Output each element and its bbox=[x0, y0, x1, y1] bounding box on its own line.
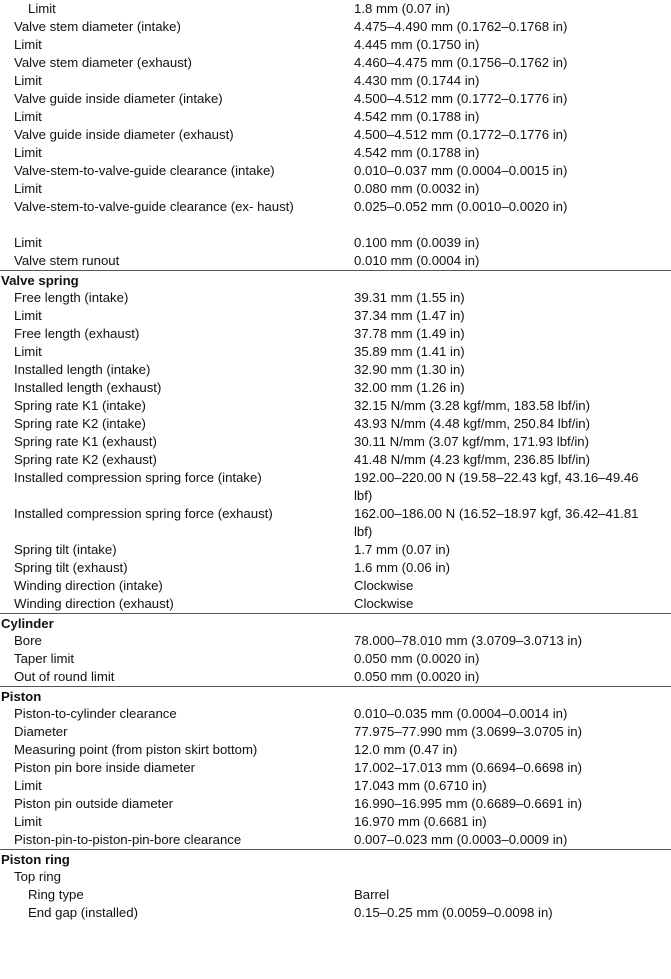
spec-row bbox=[0, 595, 671, 613]
spec-value: 0.15–0.25 mm (0.0059–0.0098 in) bbox=[354, 905, 553, 920]
spec-row bbox=[0, 90, 671, 108]
spec-label: Limit bbox=[14, 109, 42, 124]
spec-value: 32.15 N/mm (3.28 kgf/mm, 183.58 lbf/in) bbox=[354, 398, 591, 413]
spec-value: 35.89 mm (1.41 in) bbox=[354, 344, 465, 359]
spec-row bbox=[0, 0, 671, 18]
subsection-heading bbox=[0, 868, 671, 886]
spec-row bbox=[0, 162, 671, 180]
spec-value: 32.00 mm (1.26 in) bbox=[354, 380, 465, 395]
spec-value: 1.7 mm (0.07 in) bbox=[354, 542, 451, 557]
spec-value: 4.460–4.475 mm (0.1756–0.1762 in) bbox=[354, 55, 568, 70]
spec-value: 0.007–0.023 mm (0.0003–0.0009 in) bbox=[354, 832, 568, 847]
spec-value: 41.48 N/mm (4.23 kgf/mm, 236.85 lbf/in) bbox=[354, 452, 591, 467]
spec-label: Winding direction (exhaust) bbox=[14, 596, 174, 611]
spec-label: Limit bbox=[14, 814, 42, 829]
spec-label: Spring rate K1 (exhaust) bbox=[14, 434, 157, 449]
spec-value: 0.080 mm (0.0032 in) bbox=[354, 181, 480, 196]
spec-row bbox=[0, 289, 671, 307]
spec-label: Installed length (exhaust) bbox=[14, 380, 162, 395]
spec-label: Spring rate K2 (exhaust) bbox=[14, 452, 157, 467]
spec-row bbox=[0, 343, 671, 361]
spec-row bbox=[0, 813, 671, 831]
spec-row bbox=[0, 777, 671, 795]
spec-row bbox=[0, 397, 671, 415]
spec-label: End gap (installed) bbox=[28, 905, 138, 920]
spec-row bbox=[0, 18, 671, 36]
spec-value: 0.025–0.052 mm (0.0010–0.0020 in) bbox=[354, 199, 568, 214]
spec-row bbox=[0, 379, 671, 397]
spec-row bbox=[0, 415, 671, 433]
spec-row bbox=[0, 668, 671, 686]
spec-row bbox=[0, 886, 671, 904]
spec-label: Installed compression spring force (intake) bbox=[14, 470, 262, 485]
spec-label: Piston pin bore inside diameter bbox=[14, 760, 196, 775]
spec-row bbox=[0, 505, 671, 541]
spec-label: Free length (intake) bbox=[14, 290, 129, 305]
spec-row bbox=[0, 126, 671, 144]
spec-value: 12.0 mm (0.47 in) bbox=[354, 742, 458, 757]
spec-value: Barrel bbox=[354, 887, 390, 902]
spec-row bbox=[0, 433, 671, 451]
section-heading bbox=[0, 849, 671, 868]
spec-value: 77.975–77.990 mm (3.0699–3.0705 in) bbox=[354, 724, 583, 739]
spec-row bbox=[0, 632, 671, 650]
spec-label: Spring tilt (exhaust) bbox=[14, 560, 128, 575]
spec-value: 0.010–0.037 mm (0.0004–0.0015 in) bbox=[354, 163, 568, 178]
spec-value: 30.11 N/mm (3.07 kgf/mm, 171.93 lbf/in) bbox=[354, 434, 590, 449]
spec-label: Limit bbox=[28, 1, 56, 16]
spec-label: Piston-to-cylinder clearance bbox=[14, 706, 177, 721]
spec-label: Limit bbox=[14, 308, 42, 323]
spec-label: Spring tilt (intake) bbox=[14, 542, 117, 557]
spec-value: Clockwise bbox=[354, 578, 414, 593]
spec-value: 162.00–186.00 N (16.52–18.97 kgf, 36.42–41.81 lbf) bbox=[354, 506, 639, 539]
spec-value: 0.100 mm (0.0039 in) bbox=[354, 235, 480, 250]
spec-value: 37.34 mm (1.47 in) bbox=[354, 308, 465, 323]
spec-label: Valve guide inside diameter (exhaust) bbox=[14, 127, 234, 142]
spec-label: Winding direction (intake) bbox=[14, 578, 163, 593]
spec-value: 17.002–17.013 mm (0.6694–0.6698 in) bbox=[354, 760, 583, 775]
spec-row bbox=[0, 723, 671, 741]
spec-row bbox=[0, 705, 671, 723]
spec-value: 4.500–4.512 mm (0.1772–0.1776 in) bbox=[354, 127, 568, 142]
spec-label: Limit bbox=[14, 145, 42, 160]
spec-value: 0.010 mm (0.0004 in) bbox=[354, 253, 480, 268]
spec-row bbox=[0, 650, 671, 668]
spec-label: Limit bbox=[14, 344, 42, 359]
spec-row bbox=[0, 144, 671, 162]
spec-value: 192.00–220.00 N (19.58–22.43 kgf, 43.16–49.46 lbf) bbox=[354, 470, 639, 503]
spec-label: Piston-pin-to-piston-pin-bore clearance bbox=[14, 832, 242, 847]
section-heading bbox=[0, 686, 671, 705]
spec-label: Limit bbox=[14, 235, 42, 250]
spec-label: Limit bbox=[14, 37, 42, 52]
section-heading bbox=[0, 270, 671, 289]
spec-value: 4.475–4.490 mm (0.1762–0.1768 in) bbox=[354, 19, 568, 34]
spec-label: Limit bbox=[14, 181, 42, 196]
spec-label: Installed length (intake) bbox=[14, 362, 151, 377]
spec-value: 0.010–0.035 mm (0.0004–0.0014 in) bbox=[354, 706, 568, 721]
spec-label: Limit bbox=[14, 778, 42, 793]
spec-value: 1.8 mm (0.07 in) bbox=[354, 1, 451, 16]
section-heading-label: Valve spring bbox=[1, 273, 79, 288]
spec-label: Measuring point (from piston skirt bottom) bbox=[14, 742, 258, 757]
spec-value: 43.93 N/mm (4.48 kgf/mm, 250.84 lbf/in) bbox=[354, 416, 591, 431]
spec-label: Limit bbox=[14, 73, 42, 88]
spec-value: 4.430 mm (0.1744 in) bbox=[354, 73, 480, 88]
spec-row bbox=[0, 795, 671, 813]
subsection-heading-label: Top ring bbox=[14, 869, 61, 884]
spec-value: 16.990–16.995 mm (0.6689–0.6691 in) bbox=[354, 796, 583, 811]
spec-value: 4.445 mm (0.1750 in) bbox=[354, 37, 480, 52]
spec-label: Free length (exhaust) bbox=[14, 326, 140, 341]
spec-label: Valve-stem-to-valve-guide clearance (ex- haust) bbox=[14, 199, 294, 214]
spec-row bbox=[0, 831, 671, 849]
spec-row bbox=[0, 759, 671, 777]
spec-label: Spring rate K2 (intake) bbox=[14, 416, 146, 431]
spec-label: Valve guide inside diameter (intake) bbox=[14, 91, 223, 106]
spec-row bbox=[0, 361, 671, 379]
spec-label: Piston pin outside diameter bbox=[14, 796, 174, 811]
spec-row bbox=[0, 307, 671, 325]
spec-row bbox=[0, 325, 671, 343]
spec-row bbox=[0, 904, 671, 922]
spec-value: 32.90 mm (1.30 in) bbox=[354, 362, 465, 377]
spec-row bbox=[0, 252, 671, 270]
spec-row bbox=[0, 559, 671, 577]
spec-row bbox=[0, 180, 671, 198]
spec-label: Bore bbox=[14, 633, 42, 648]
spec-row bbox=[0, 54, 671, 72]
spec-row bbox=[0, 234, 671, 252]
spec-value: 78.000–78.010 mm (3.0709–3.0713 in) bbox=[354, 633, 583, 648]
spec-label: Valve stem runout bbox=[14, 253, 120, 268]
spec-value: 0.050 mm (0.0020 in) bbox=[354, 651, 480, 666]
spec-label: Spring rate K1 (intake) bbox=[14, 398, 146, 413]
spec-value: 37.78 mm (1.49 in) bbox=[354, 326, 465, 341]
spec-label: Taper limit bbox=[14, 651, 75, 666]
spec-row bbox=[0, 451, 671, 469]
spec-label: Ring type bbox=[28, 887, 84, 902]
spec-value: 4.542 mm (0.1788 in) bbox=[354, 145, 480, 160]
spec-value: 0.050 mm (0.0020 in) bbox=[354, 669, 480, 684]
section-heading bbox=[0, 613, 671, 632]
section-heading-label: Cylinder bbox=[1, 616, 54, 631]
spec-row bbox=[0, 541, 671, 559]
spec-label: Valve stem diameter (exhaust) bbox=[14, 55, 192, 70]
spec-value: 4.542 mm (0.1788 in) bbox=[354, 109, 480, 124]
section-heading-label: Piston ring bbox=[1, 852, 70, 867]
spec-row bbox=[0, 198, 671, 234]
spec-row bbox=[0, 36, 671, 54]
spec-label: Valve stem diameter (intake) bbox=[14, 19, 181, 34]
spec-value: 4.500–4.512 mm (0.1772–0.1776 in) bbox=[354, 91, 568, 106]
spec-row bbox=[0, 577, 671, 595]
spec-value: 17.043 mm (0.6710 in) bbox=[354, 778, 487, 793]
spec-label: Valve-stem-to-valve-guide clearance (intake) bbox=[14, 163, 275, 178]
spec-value: Clockwise bbox=[354, 596, 414, 611]
spec-value: 39.31 mm (1.55 in) bbox=[354, 290, 465, 305]
spec-row bbox=[0, 469, 671, 505]
spec-row bbox=[0, 741, 671, 759]
spec-value: 1.6 mm (0.06 in) bbox=[354, 560, 451, 575]
spec-label: Out of round limit bbox=[14, 669, 115, 684]
spec-value: 16.970 mm (0.6681 in) bbox=[354, 814, 487, 829]
section-heading-label: Piston bbox=[1, 689, 42, 704]
spec-label: Installed compression spring force (exhaust) bbox=[14, 506, 273, 521]
spec-row bbox=[0, 72, 671, 90]
spec-label: Diameter bbox=[14, 724, 68, 739]
spec-row bbox=[0, 108, 671, 126]
